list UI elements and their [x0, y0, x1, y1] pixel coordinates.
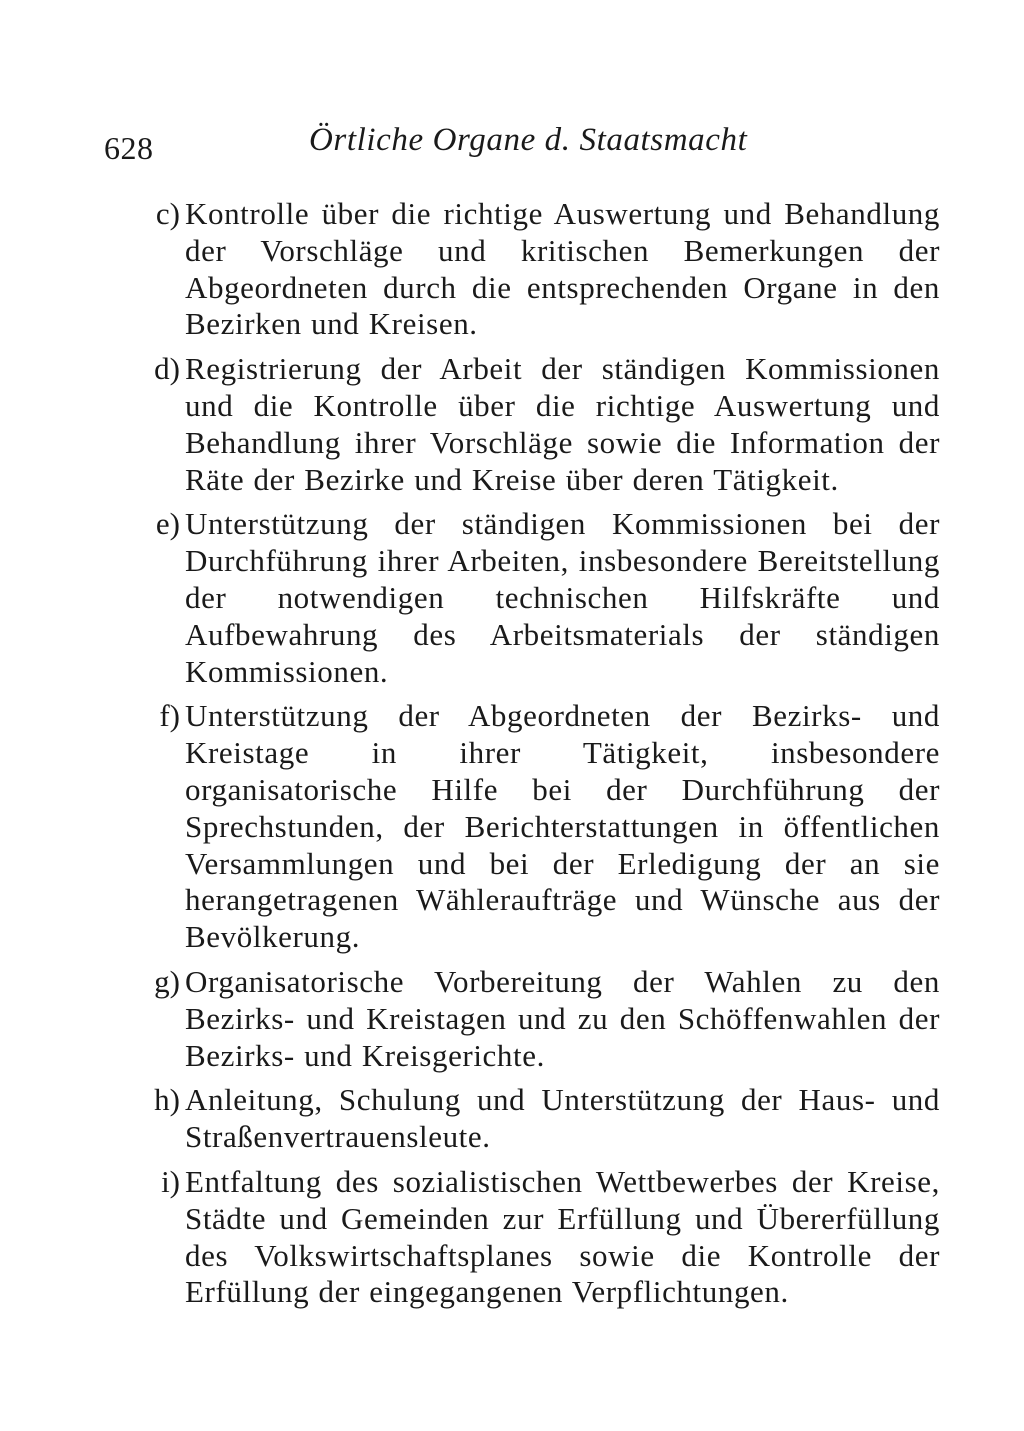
list-marker: f)	[159, 698, 180, 734]
list-marker: e)	[155, 506, 180, 542]
list-item-text: Entfaltung des sozialistischen Wettbewerbes der Kreise, Städte und Gemeinden zur Erfüllung und Übererfüllung des Volkswirtschaftsplanes sowie die Kontrolle der Erfüllung der eingegangenen Verpflichtungen.	[185, 1163, 940, 1310]
enumerated-list	[130, 196, 940, 1319]
list-item-text: Kontrolle über die richtige Auswertung und Behandlung der Vorschläge und kritischen Bemerkungen der Abgeordneten durch die entsprechenden Organe in den Bezirken und Kreisen.	[185, 196, 940, 342]
running-head: Örtliche Organe d. Staatsmacht	[309, 122, 748, 158]
list-marker: d)	[154, 351, 180, 387]
list-item-c	[130, 196, 940, 343]
page-header	[104, 122, 934, 172]
list-item-i	[130, 1164, 940, 1311]
list-item-e	[130, 506, 940, 690]
list-marker: i)	[161, 1163, 180, 1199]
list-item-text: Registrierung der Arbeit der ständigen Kommissionen und die Kontrolle über die richtige Auswertung und Behandlung ihrer Vorschläge sowie die Information der Räte der Bezirke und Kreise über deren Tätigkeit.	[185, 351, 940, 497]
list-item-text: Unterstützung der Abgeordneten der Bezirks- und Kreistage in ihrer Tätigkeit, insbesondere organisatorische Hilfe bei der Durchführung der Sprechstunden, der Berichterstattungen in öffentlichen Versammlungen und bei der Erledigung der an sie herangetragenen Wähleraufträge und Wünsche aus der Bevölkerung.	[185, 698, 940, 955]
list-marker: c)	[155, 196, 180, 231]
list-marker: h)	[154, 1082, 180, 1118]
list-item-f	[130, 698, 940, 956]
list-item-d	[130, 351, 940, 498]
list-item-g	[130, 964, 940, 1074]
page-number: 628	[104, 130, 154, 166]
list-item-text: Unterstützung der ständigen Kommissionen bei der Durchführung ihrer Arbeiten, insbesondere Bereitstellung der notwendigen technischen Hilfskräfte und Aufbewahrung des Arbeitsmaterials der ständigen Kommissionen.	[185, 506, 940, 689]
list-item-h	[130, 1082, 940, 1156]
list-marker: g)	[154, 963, 180, 999]
list-item-text: Anleitung, Schulung und Unterstützung der Haus- und Straßenvertrauensleute.	[185, 1082, 940, 1155]
list-item-text: Organisatorische Vorbereitung der Wahlen zu den Bezirks- und Kreistagen und zu den Schöffenwahlen der Bezirks- und Kreisgerichte.	[185, 963, 940, 1073]
